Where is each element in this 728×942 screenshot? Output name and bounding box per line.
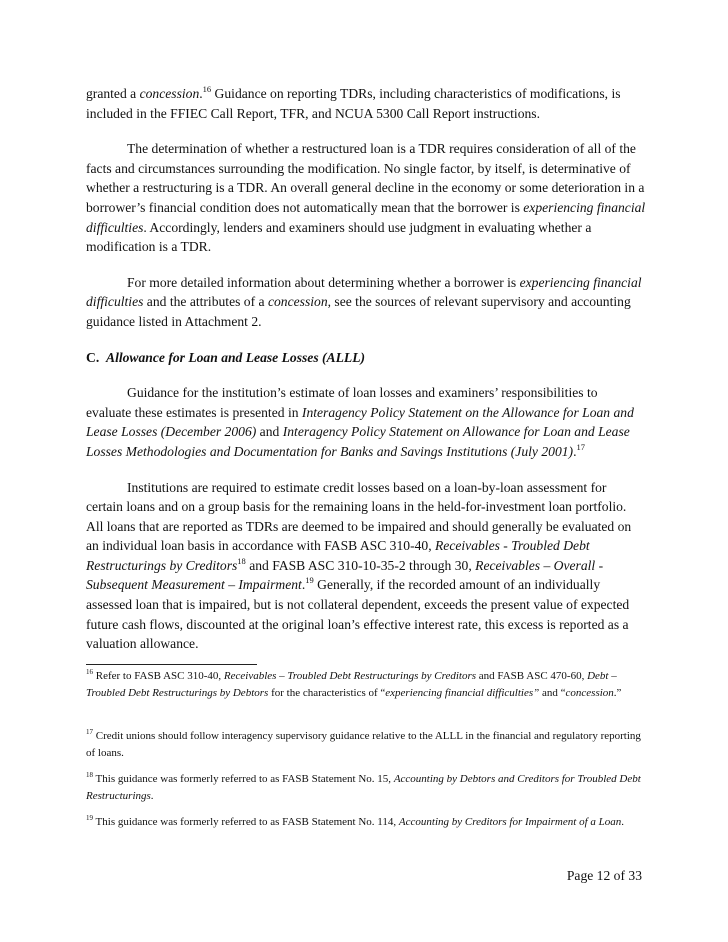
footnote-17: $^{17}$ Credit unions should follow interagency supervisory guidance relative to the ALLL in the financial and regulatory reporting of loans. — [86, 728, 641, 759]
footnote-ref-19[interactable]: 19 — [305, 575, 314, 586]
paragraph-credit-losses: Institutions are required to estimate credit losses based on a loan-by-loan assessment for certain loans and on a group basis for the remaining loans in the held-for-investment loan portfolio. All loans that are reported as TDRs are deemed to be impaired and should generally be evaluated on an individual loan basis in accordance with FASB ASC 310-40, Receivables - Troubled Debt Restructurings by Creditors$^{18}$ and FASB ASC 310-10-35-2 through 30, Receivables – Overall - Subsequent Measurement – Impairment.$^{19}$ Generally, if the recorded amount of an individually assessed loan that is impaired, but is not collateral dependent, exceeds the present value of expected future cash flows, discounted at the original loan’s effective interest rate, this excess is reported as a valuation allowance. — [86, 479, 632, 652]
paragraph-concession-guidance: granted a concession.$^{16}$ Guidance on reporting TDRs, including characteristics of modifications, is included in the FFIEC Call Report, TFR, and NCUA 5300 Call Report instructions. — [86, 84, 621, 121]
footnote-ref-16[interactable]: 16 — [202, 84, 212, 94]
footnote-19: $^{19}$ This guidance was formerly referred to as FASB Statement No. 114, Accounting by Creditors for Impairment of a Loan. — [86, 814, 624, 828]
footnote-ref-18[interactable]: 18 — [237, 555, 246, 566]
paragraph-tdr-determination: The determination of whether a restructured loan is a TDR requires consideration of all of the facts and circumstances surrounding the modification. No single factor, by itself, is determinative of whether a restructuring is a TDR. An overall general decline in the economy or some deterioration in a borrower’s financial condition does not automatically mean that the borrower is experiencing financial difficulties. Accordingly, lenders and examiners should use judgment in evaluating whether a modification is a TDR. — [86, 141, 646, 255]
paragraph-more-information: For more detailed information about determining whether a borrower is experiencing financial difficulties and the attributes of a concession, see the sources of relevant supervisory and accounting guidance listed in Attachment 2. — [86, 274, 642, 329]
body-text — [86, 84, 646, 670]
footnote-16: $^{16}$ Refer to FASB ASC 310-40, Receivables – Troubled Debt Restructurings by Creditors and FASB ASC 470-60, Debt – Troubled Debt Restructurings by Debtors for the characteristics of “experiencing financial difficulties” and “concession.” — [86, 668, 622, 699]
footnote-divider — [86, 664, 257, 665]
page-number: Page 12 of 33 — [566, 868, 642, 883]
paragraph-alll-guidance: Guidance for the institution’s estimate of loan losses and examiners’ responsibilities to evaluate these estimates is presented in Interagency Policy Statement on the Allowance for Loan and Lease Losses (December 2006) and Interagency Policy Statement on Allowance for Loan and Lease Losses Methodologies and Documentation for Banks and Savings Institutions (July 2001).$^{17}$ — [86, 385, 634, 459]
footnote-18: $^{18}$ This guidance was formerly referred to as FASB Statement No. 15, Accounting by Debtors and Creditors for Troubled Debt Restructurings. — [86, 771, 641, 802]
section-heading-alll: C. Allowance for Loan and Lease Losses (ALLL) — [86, 349, 366, 365]
footnote-ref-17[interactable]: 17 — [576, 441, 585, 452]
